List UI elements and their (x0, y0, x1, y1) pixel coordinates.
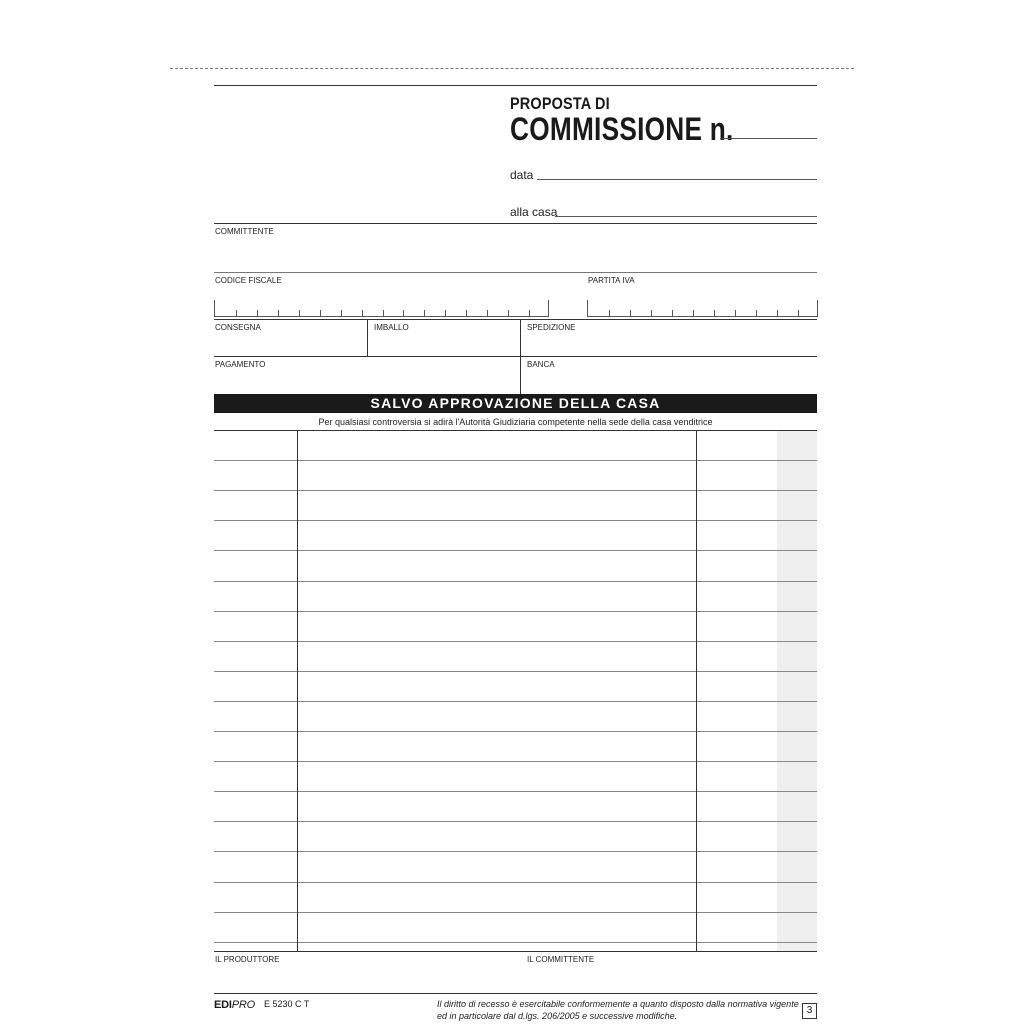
table-row-rule (214, 520, 817, 521)
consegna-label: CONSEGNA (215, 323, 261, 332)
digit-tick (257, 310, 258, 316)
digit-tick (445, 310, 446, 316)
data-field[interactable] (537, 179, 817, 180)
table-row-rule (214, 701, 817, 702)
alla-casa-label: alla casa (510, 205, 558, 219)
table-row-rule (214, 882, 817, 883)
pagamento-rule (214, 356, 817, 357)
pagamento-label: PAGAMENTO (215, 360, 266, 369)
digit-tick (714, 310, 715, 316)
digit-tick (424, 310, 425, 316)
digit-tick (529, 310, 530, 316)
digit-tick (299, 310, 300, 316)
table-divider-code (297, 430, 298, 951)
committente-signature-field[interactable] (521, 965, 817, 989)
codice-fiscale-label: CODICE FISCALE (215, 276, 282, 285)
jurisdiction-note: Per qualsiasi controversia si adirà l'Autorità Giudiziaria competente nella sede della casa venditrice (318, 417, 713, 427)
partita-iva-label: PARTITA IVA (588, 276, 635, 285)
digit-tick (672, 310, 673, 316)
imballo-field[interactable] (368, 333, 519, 355)
legal-notice (437, 998, 799, 1022)
banca-label: BANCA (527, 360, 555, 369)
fiscale-rule (214, 272, 817, 273)
table-row-rule (214, 550, 817, 551)
digit-tick (630, 310, 631, 316)
partita-iva-field[interactable] (587, 300, 818, 317)
spedizione-field[interactable] (521, 333, 817, 355)
title-line-1: PROPOSTA DI (510, 94, 610, 113)
table-row-rule (214, 942, 817, 943)
table-row-rule (214, 791, 817, 792)
table-row-rule (214, 641, 817, 642)
digit-tick (320, 310, 321, 316)
legal-line-1: Il diritto di recesso è esercitabile conformemente a quanto disposto dalla normativa vigente (437, 999, 799, 1009)
data-label: data (510, 168, 534, 182)
pagamento-field[interactable] (214, 370, 519, 392)
digit-tick (508, 310, 509, 316)
top-rule (214, 85, 817, 86)
digit-tick (403, 310, 404, 316)
table-row-rule (214, 761, 817, 762)
alla-casa-field[interactable] (555, 216, 817, 217)
consegna-field[interactable] (214, 333, 366, 355)
digit-tick (609, 310, 610, 316)
approval-banner: SALVO APPROVAZIONE DELLA CASA (214, 394, 817, 413)
table-row-rule (214, 731, 817, 732)
banca-field[interactable] (521, 370, 817, 392)
amount-column-shading (777, 431, 817, 951)
table-divider-description (696, 430, 697, 951)
digit-tick (466, 310, 467, 316)
digit-tick (341, 310, 342, 316)
table-row-rule (214, 821, 817, 822)
title-line-2: COMMISSIONE n. (510, 111, 734, 147)
il-produttore-label: IL PRODUTTORE (215, 955, 280, 964)
table-row-rule (214, 490, 817, 491)
edipro-logo: EDIPRO (214, 999, 255, 1011)
table-row-rule (214, 460, 817, 461)
digit-tick (383, 310, 384, 316)
digit-tick (777, 310, 778, 316)
digit-tick (278, 310, 279, 316)
digit-tick (362, 310, 363, 316)
page-number: 3 (802, 1003, 817, 1019)
table-row-rule (214, 671, 817, 672)
table-row-rule (214, 912, 817, 913)
committente-rule (214, 223, 817, 224)
commission-number-field[interactable] (720, 138, 817, 139)
consegna-rule (214, 319, 817, 320)
digit-tick (798, 310, 799, 316)
table-row-rule (214, 851, 817, 852)
digit-tick (756, 310, 757, 316)
produttore-signature-field[interactable] (214, 965, 514, 989)
legal-line-2: ed in particolare dal d.lgs. 206/2005 e successive modifiche. (437, 1011, 678, 1021)
il-committente-label: IL COMMITTENTE (527, 955, 595, 964)
digit-tick (693, 310, 694, 316)
spedizione-label: SPEDIZIONE (527, 323, 576, 332)
imballo-label: IMBALLO (374, 323, 409, 332)
digit-tick (487, 310, 488, 316)
codice-fiscale-field[interactable] (214, 300, 549, 317)
digit-tick (651, 310, 652, 316)
table-top-rule (214, 430, 817, 431)
table-row-rule (214, 581, 817, 582)
committente-label: COMMITTENTE (215, 227, 274, 236)
digit-tick (735, 310, 736, 316)
footer-rule (214, 993, 817, 994)
product-code: E 5230 C T (264, 999, 310, 1009)
digit-tick (236, 310, 237, 316)
table-row-rule (214, 611, 817, 612)
perforation-line (170, 68, 854, 69)
committente-field[interactable] (214, 236, 817, 270)
table-bottom-rule (214, 951, 817, 952)
